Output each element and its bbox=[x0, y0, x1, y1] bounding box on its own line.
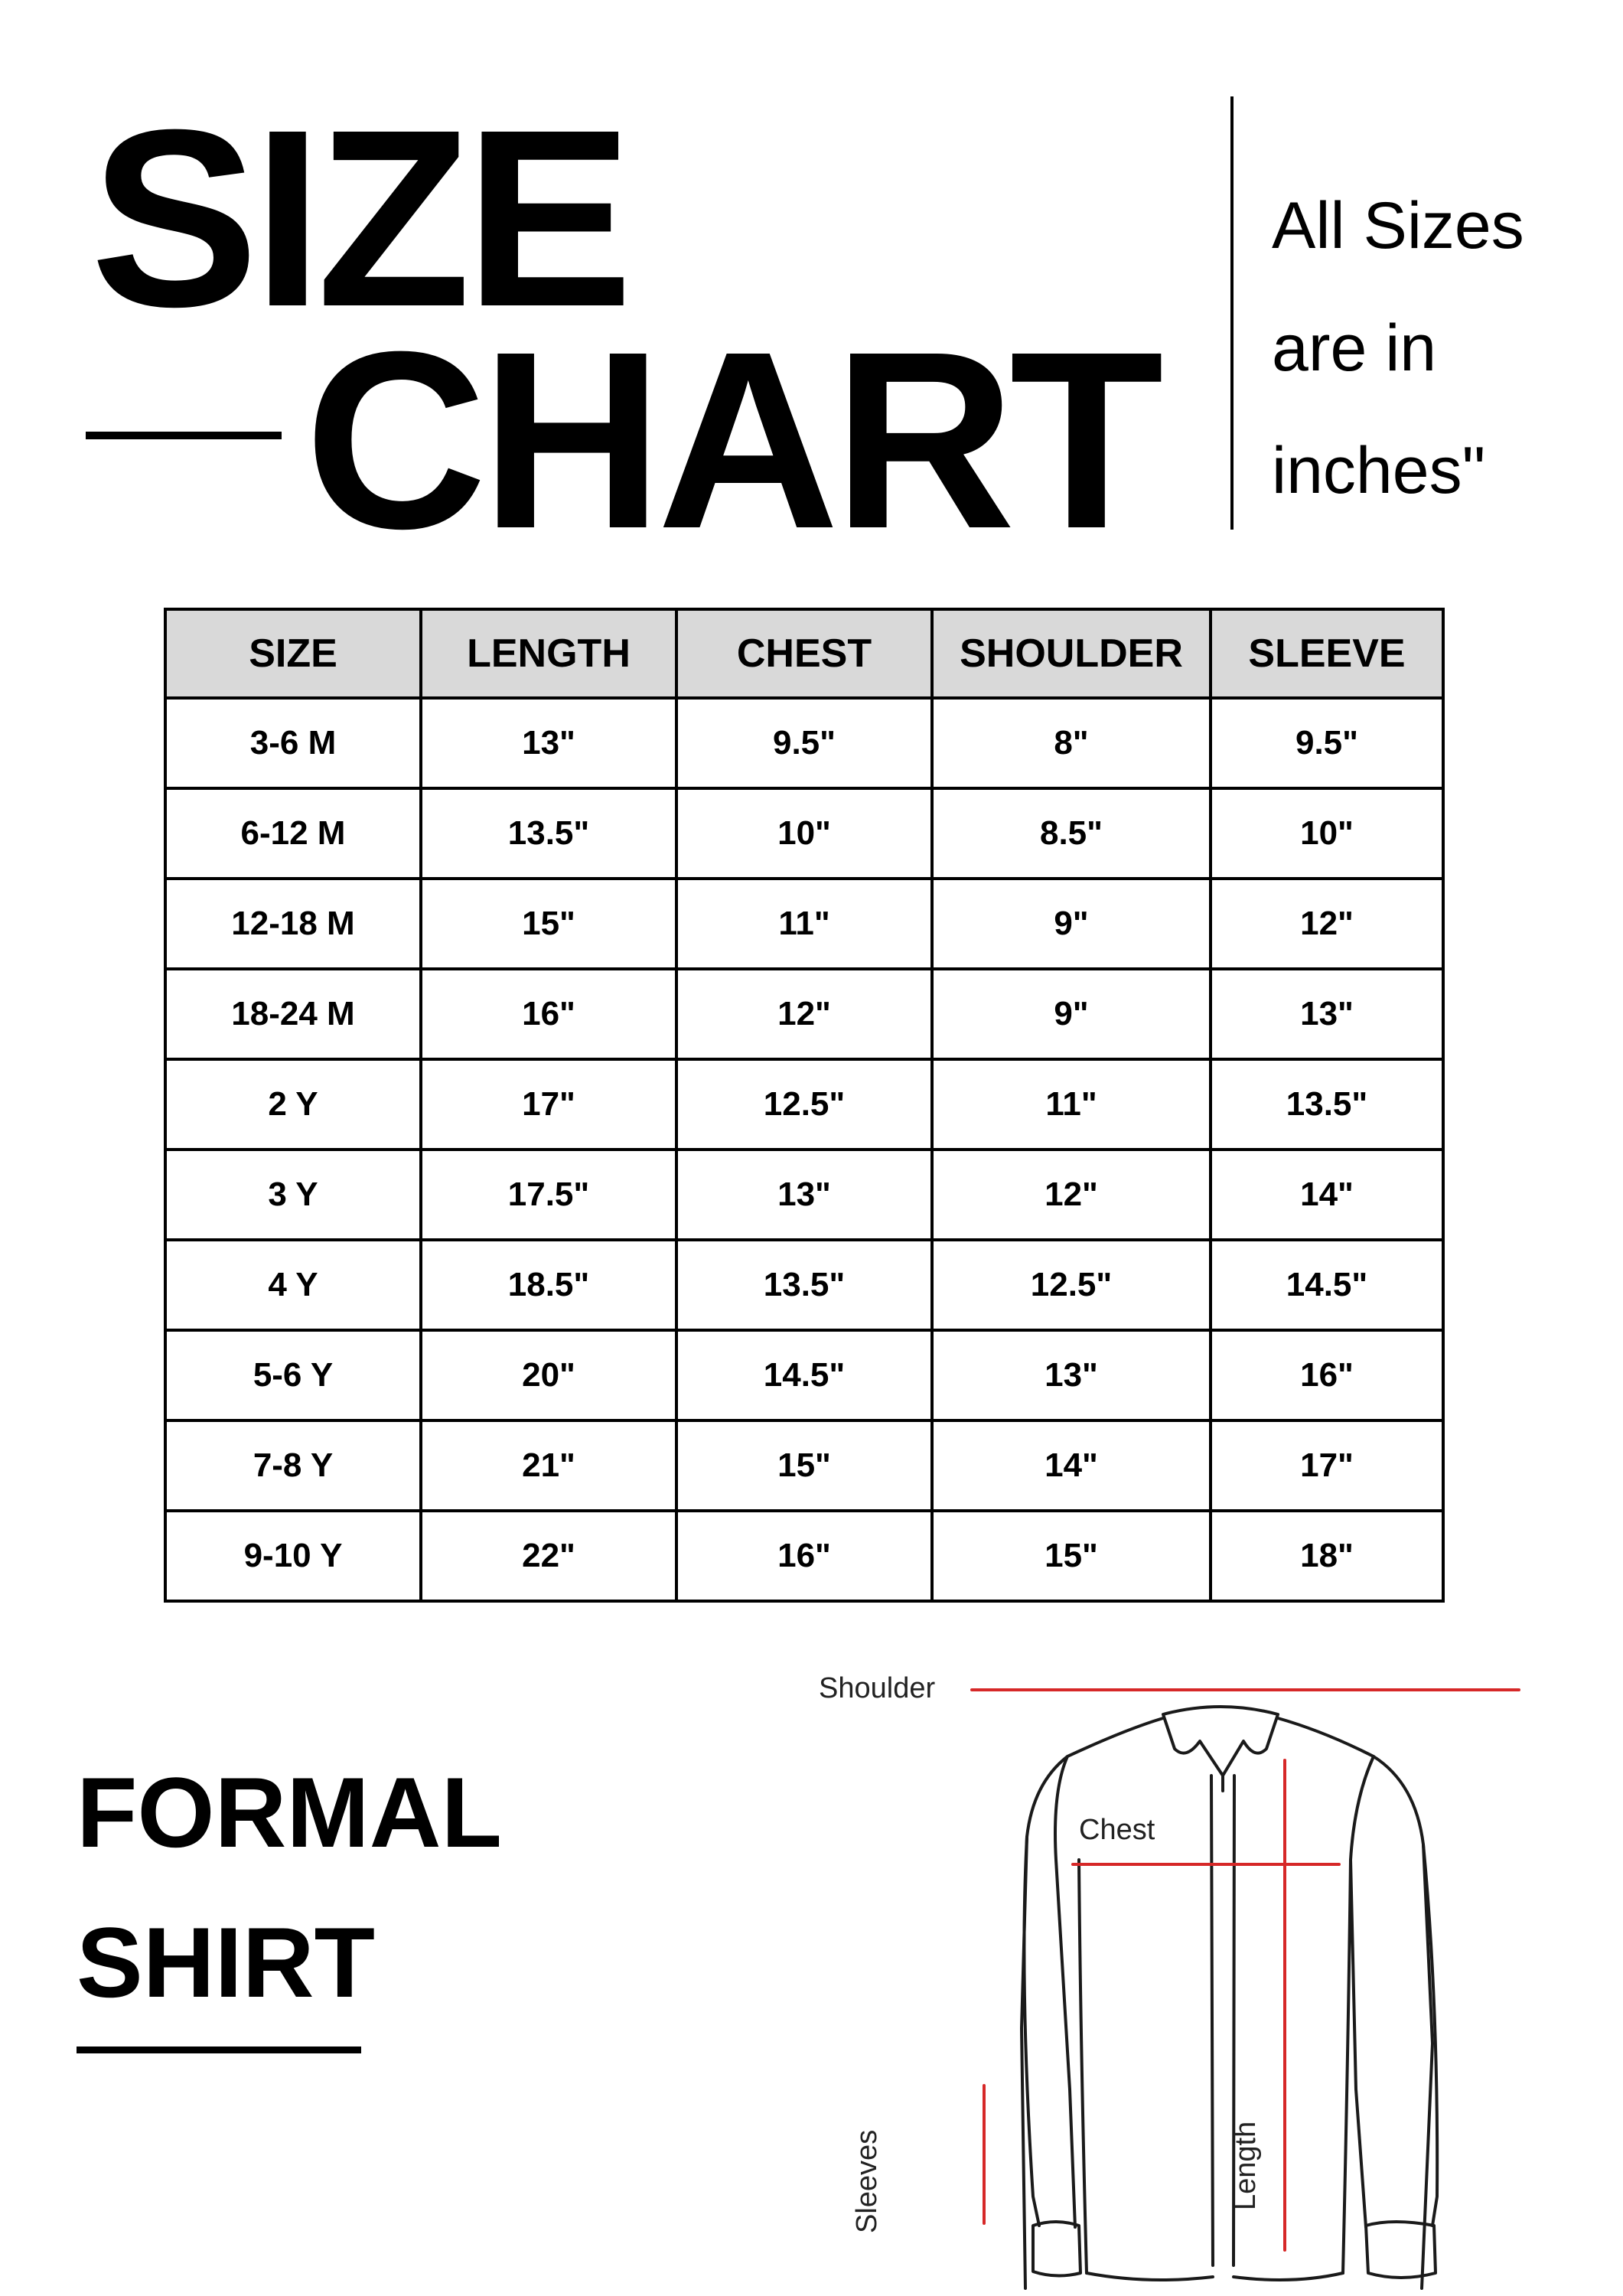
table-cell: 10" bbox=[676, 788, 932, 879]
table-cell: 22" bbox=[421, 1511, 676, 1601]
header-shoulder: SHOULDER bbox=[932, 609, 1211, 698]
table-cell: 18-24 M bbox=[165, 969, 421, 1059]
header-size: SIZE bbox=[165, 609, 421, 698]
table-cell: 13" bbox=[676, 1150, 932, 1240]
table-cell: 17" bbox=[1211, 1420, 1443, 1511]
title-chart: CHART bbox=[305, 298, 1158, 581]
table-cell: 8" bbox=[932, 698, 1211, 788]
table-cell: 3-6 M bbox=[165, 698, 421, 788]
table-row bbox=[165, 788, 1443, 879]
table-cell: 16" bbox=[421, 969, 676, 1059]
title-size: SIZE bbox=[90, 77, 627, 359]
product-name-line2: SHIRT bbox=[77, 1906, 375, 2018]
table-row bbox=[165, 969, 1443, 1059]
title-dash-divider bbox=[86, 432, 282, 439]
table-cell: 9" bbox=[932, 969, 1211, 1059]
header-sleeve: SLEEVE bbox=[1211, 609, 1443, 698]
table-cell: 13" bbox=[932, 1330, 1211, 1420]
size-table bbox=[164, 608, 1445, 1603]
table-cell: 11" bbox=[932, 1059, 1211, 1150]
table-cell: 16" bbox=[676, 1511, 932, 1601]
table-cell: 12" bbox=[1211, 879, 1443, 969]
table-cell: 18" bbox=[1211, 1511, 1443, 1601]
table-cell: 13.5" bbox=[1211, 1059, 1443, 1150]
table-cell: 14" bbox=[1211, 1150, 1443, 1240]
table-cell: 13.5" bbox=[676, 1240, 932, 1330]
table-cell: 16" bbox=[1211, 1330, 1443, 1420]
table-cell: 10" bbox=[1211, 788, 1443, 879]
table-cell: 4 Y bbox=[165, 1240, 421, 1330]
table-cell: 15" bbox=[421, 879, 676, 969]
table-cell: 12.5" bbox=[932, 1240, 1211, 1330]
table-row bbox=[165, 1330, 1443, 1420]
table-cell: 12.5" bbox=[676, 1059, 932, 1150]
table-cell: 9.5" bbox=[676, 698, 932, 788]
table-cell: 15" bbox=[676, 1420, 932, 1511]
table-cell: 17.5" bbox=[421, 1150, 676, 1240]
table-cell: 14.5" bbox=[1211, 1240, 1443, 1330]
table-cell: 6-12 M bbox=[165, 788, 421, 879]
table-row bbox=[165, 1150, 1443, 1240]
table-row bbox=[165, 1511, 1443, 1601]
table-row bbox=[165, 1059, 1443, 1150]
shoulder-label: Shoulder bbox=[819, 1672, 936, 1704]
table-cell: 14" bbox=[932, 1420, 1211, 1511]
header-chest: CHEST bbox=[676, 609, 932, 698]
table-cell: 21" bbox=[421, 1420, 676, 1511]
table-cell: 13" bbox=[1211, 969, 1443, 1059]
table-cell: 9.5" bbox=[1211, 698, 1443, 788]
table-cell: 11" bbox=[676, 879, 932, 969]
product-underline bbox=[77, 2047, 361, 2053]
table-cell: 5-6 Y bbox=[165, 1330, 421, 1420]
table-row bbox=[165, 1420, 1443, 1511]
table-row bbox=[165, 1240, 1443, 1330]
chest-label: Chest bbox=[1079, 1814, 1155, 1846]
table-cell: 13.5" bbox=[421, 788, 676, 879]
table-cell: 12" bbox=[932, 1150, 1211, 1240]
table-cell: 17" bbox=[421, 1059, 676, 1150]
table-cell: 14.5" bbox=[676, 1330, 932, 1420]
sleeves-label: Sleeves bbox=[851, 2129, 883, 2233]
table-cell: 18.5" bbox=[421, 1240, 676, 1330]
table-cell: 8.5" bbox=[932, 788, 1211, 879]
product-name-line1: FORMAL bbox=[77, 1756, 502, 1868]
table-row bbox=[165, 879, 1443, 969]
table-cell: 13" bbox=[421, 698, 676, 788]
measurement-diagram bbox=[803, 1661, 1623, 2296]
table-cell: 12" bbox=[676, 969, 932, 1059]
table-cell: 9" bbox=[932, 879, 1211, 969]
header-length: LENGTH bbox=[421, 609, 676, 698]
units-note: All Sizes are in inches" bbox=[1272, 189, 1524, 507]
table-cell: 20" bbox=[421, 1330, 676, 1420]
table-cell: 15" bbox=[932, 1511, 1211, 1601]
vertical-divider bbox=[1230, 96, 1234, 530]
length-label: Length bbox=[1230, 2121, 1262, 2210]
table-cell: 12-18 M bbox=[165, 879, 421, 969]
table-cell: 7-8 Y bbox=[165, 1420, 421, 1511]
table-cell: 2 Y bbox=[165, 1059, 421, 1150]
table-header-row bbox=[165, 609, 1443, 698]
table-body bbox=[165, 698, 1443, 1601]
shirt-outline-icon bbox=[803, 1661, 1623, 2296]
table-cell: 3 Y bbox=[165, 1150, 421, 1240]
table-cell: 9-10 Y bbox=[165, 1511, 421, 1601]
table-row bbox=[165, 698, 1443, 788]
product-name bbox=[77, 1737, 502, 2037]
